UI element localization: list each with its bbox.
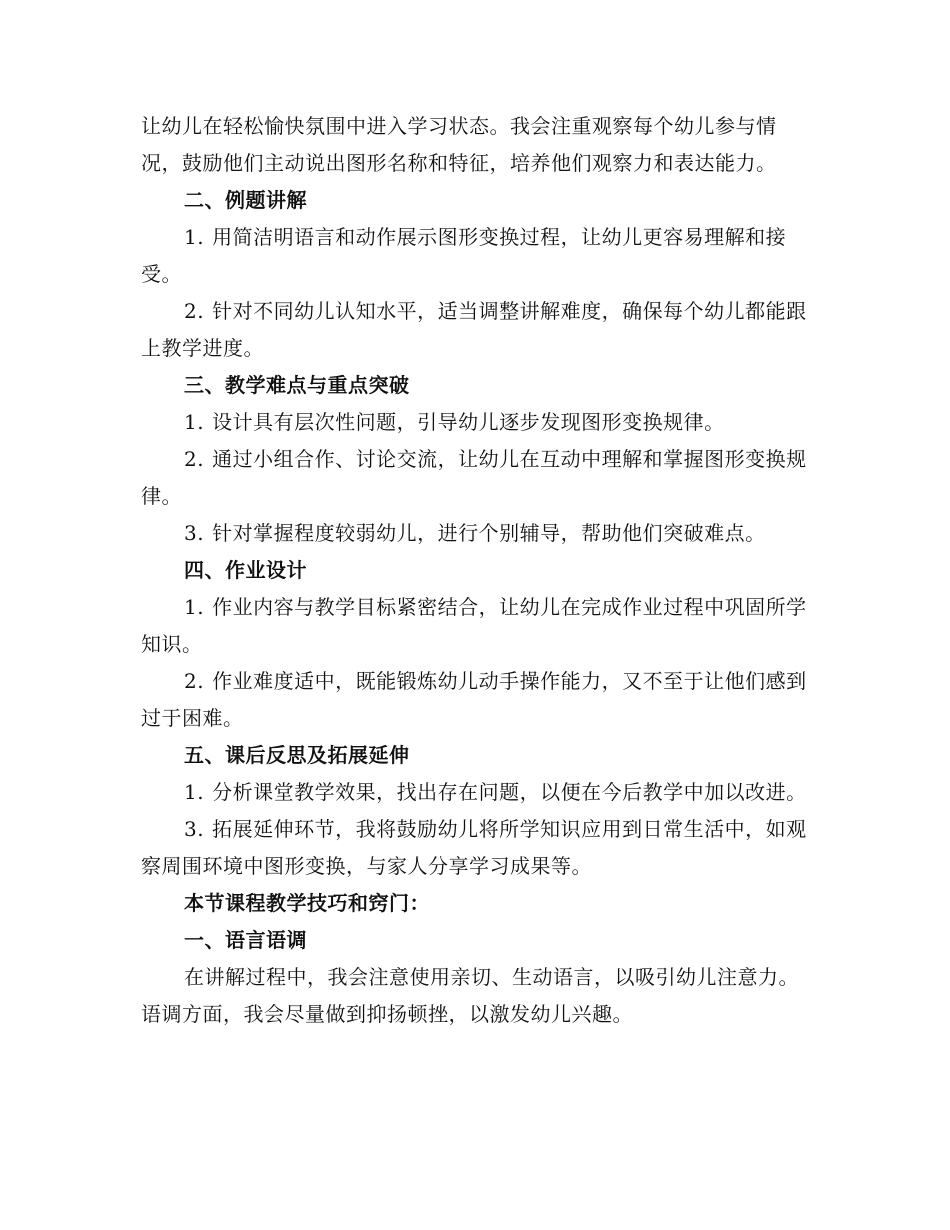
item-number: 2. [184, 669, 205, 693]
list-item [141, 515, 809, 552]
list-item [141, 589, 809, 663]
item-text: 针对掌握程度较弱幼儿，进行个别辅导，帮助他们突破难点。 [212, 521, 766, 545]
item-number: 2. [184, 299, 205, 323]
item-number: 3. [184, 521, 205, 545]
section-heading-language: 一、语言语调 [184, 928, 307, 952]
item-text: 通过小组合作、讨论交流，让幼儿在互动中理解和掌握图形变换规律。 [141, 447, 807, 508]
tips-title: 本节课程教学技巧和窍门： [184, 891, 430, 915]
section-heading-reflection: 五、课后反思及拓展延伸 [184, 743, 410, 767]
section-heading-homework: 四、作业设计 [184, 558, 307, 582]
item-text: 作业内容与教学目标紧密结合，让幼儿在完成作业过程中巩固所学知识。 [141, 595, 807, 656]
item-text: 用简洁明语言和动作展示图形变换过程，让幼儿更容易理解和接受。 [141, 225, 787, 286]
intro-paragraph: 让幼儿在轻松愉快氛围中进入学习状态。我会注重观察每个幼儿参与情况，鼓励他们主动说出图形名称和特征，培养他们观察力和表达能力。 [141, 114, 777, 175]
item-text: 设计具有层次性问题，引导幼儿逐步发现图形变换规律。 [212, 410, 725, 434]
list-item [141, 774, 809, 811]
list-item [141, 663, 809, 737]
item-text: 拓展延伸环节，我将鼓励幼儿将所学知识应用到日常生活中，如观察周围环境中图形变换，与家人分享学习成果等。 [141, 817, 807, 878]
item-text: 分析课堂教学效果，找出存在问题，以便在今后教学中加以改进。 [212, 780, 807, 804]
list-item [141, 811, 809, 885]
list-item [141, 441, 809, 515]
item-number: 1. [184, 410, 205, 434]
document-body [141, 108, 809, 1033]
item-text: 针对不同幼儿认知水平，适当调整讲解难度，确保每个幼儿都能跟上教学进度。 [141, 299, 807, 360]
list-item [141, 293, 809, 367]
item-number: 2. [184, 447, 205, 471]
item-number: 1. [184, 225, 205, 249]
section-heading-difficulties: 三、教学难点与重点突破 [184, 373, 410, 397]
list-item [141, 219, 809, 293]
item-number: 1. [184, 595, 205, 619]
item-text: 作业难度适中，既能锻炼幼儿动手操作能力，又不至于让他们感到过于困难。 [141, 669, 807, 730]
list-item [141, 404, 809, 441]
language-paragraph: 在讲解过程中，我会注意使用亲切、生动语言，以吸引幼儿注意力。语调方面，我会尽量做到抑扬顿挫，以激发幼儿兴趣。 [141, 965, 799, 1026]
item-number: 3. [184, 817, 205, 841]
item-number: 1. [184, 780, 205, 804]
section-heading-example-explanation: 二、例题讲解 [184, 188, 307, 212]
